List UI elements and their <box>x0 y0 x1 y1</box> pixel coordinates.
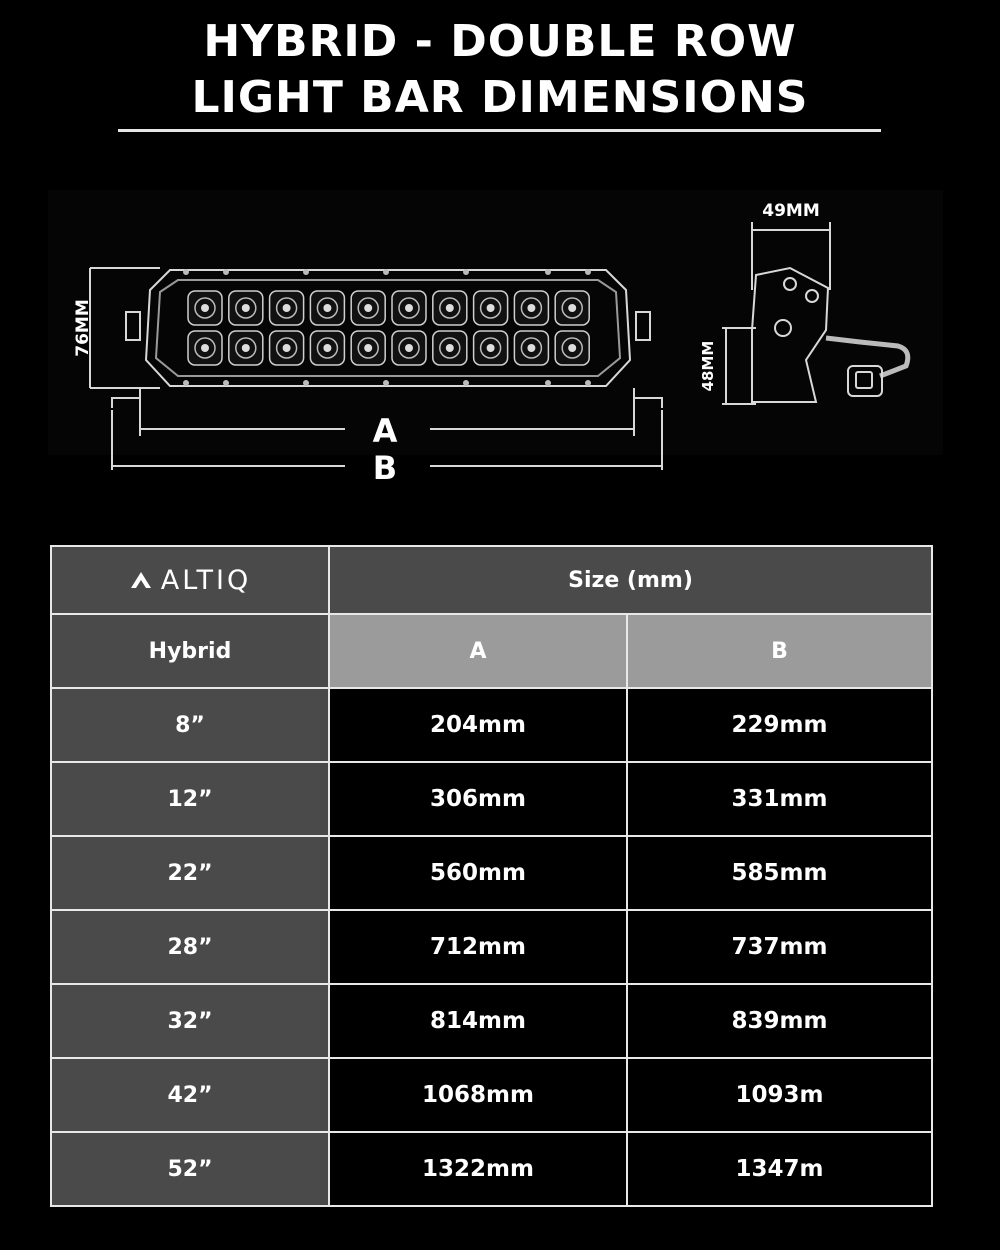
a-value-cell: 1322mm <box>329 1132 627 1206</box>
size-cell: 28” <box>51 910 329 984</box>
led-chip <box>446 344 454 352</box>
led-chip <box>405 344 413 352</box>
table-subheader-row <box>51 614 932 688</box>
column-b-header: B <box>627 614 932 688</box>
column-a-header: A <box>329 614 627 688</box>
led-chip <box>283 304 291 312</box>
size-cell: 42” <box>51 1058 329 1132</box>
size-cell: 22” <box>51 836 329 910</box>
b-value-cell: 737mm <box>627 910 932 984</box>
hybrid-header: Hybrid <box>51 614 329 688</box>
led-chip <box>323 304 331 312</box>
table-row <box>51 1058 932 1132</box>
table-header-row <box>51 546 932 614</box>
b-value-cell: 839mm <box>627 984 932 1058</box>
led-chip <box>364 304 372 312</box>
table-row <box>51 910 932 984</box>
size-cell: 8” <box>51 688 329 762</box>
light-bar-diagram <box>0 180 1000 500</box>
table-row <box>51 1132 932 1206</box>
led-chip <box>283 344 291 352</box>
b-value-cell: 229mm <box>627 688 932 762</box>
dimensions-table <box>50 545 933 1207</box>
dimension-a-label: A <box>372 412 398 450</box>
led-chip <box>201 304 209 312</box>
led-chip <box>527 304 535 312</box>
led-chip <box>487 304 495 312</box>
led-chip <box>405 304 413 312</box>
b-value-cell: 1093m <box>627 1058 932 1132</box>
led-chip <box>242 344 250 352</box>
page-title-line-2: LIGHT BAR DIMENSIONS <box>191 72 809 123</box>
a-value-cell: 1068mm <box>329 1058 627 1132</box>
led-chip <box>201 344 209 352</box>
led-chip <box>323 344 331 352</box>
a-value-cell: 712mm <box>329 910 627 984</box>
led-chip <box>527 344 535 352</box>
table-row <box>51 836 932 910</box>
title-underline <box>118 129 881 132</box>
size-cell: 52” <box>51 1132 329 1206</box>
altiq-logo-icon <box>129 570 153 590</box>
b-value-cell: 1347m <box>627 1132 932 1206</box>
page-title-line-1: HYBRID - DOUBLE ROW <box>203 16 797 67</box>
table-row <box>51 762 932 836</box>
led-chip <box>487 344 495 352</box>
led-chip <box>446 304 454 312</box>
table-row <box>51 688 932 762</box>
size-cell: 12” <box>51 762 329 836</box>
b-value-cell: 585mm <box>627 836 932 910</box>
brand-name: ALTIQ <box>160 564 252 596</box>
size-cell: 32” <box>51 984 329 1058</box>
led-chip <box>568 304 576 312</box>
mount-height-label: 48MM <box>699 340 717 392</box>
a-value-cell: 204mm <box>329 688 627 762</box>
a-value-cell: 814mm <box>329 984 627 1058</box>
led-chip <box>364 344 372 352</box>
led-chip <box>568 344 576 352</box>
depth-label: 49MM <box>762 201 820 221</box>
b-value-cell: 331mm <box>627 762 932 836</box>
dimension-b-label: B <box>372 449 398 487</box>
a-value-cell: 306mm <box>329 762 627 836</box>
led-chip <box>242 304 250 312</box>
table-row <box>51 984 932 1058</box>
brand-cell <box>51 546 329 614</box>
size-header: Size (mm) <box>329 546 932 614</box>
height-label: 76MM <box>73 299 93 357</box>
a-value-cell: 560mm <box>329 836 627 910</box>
